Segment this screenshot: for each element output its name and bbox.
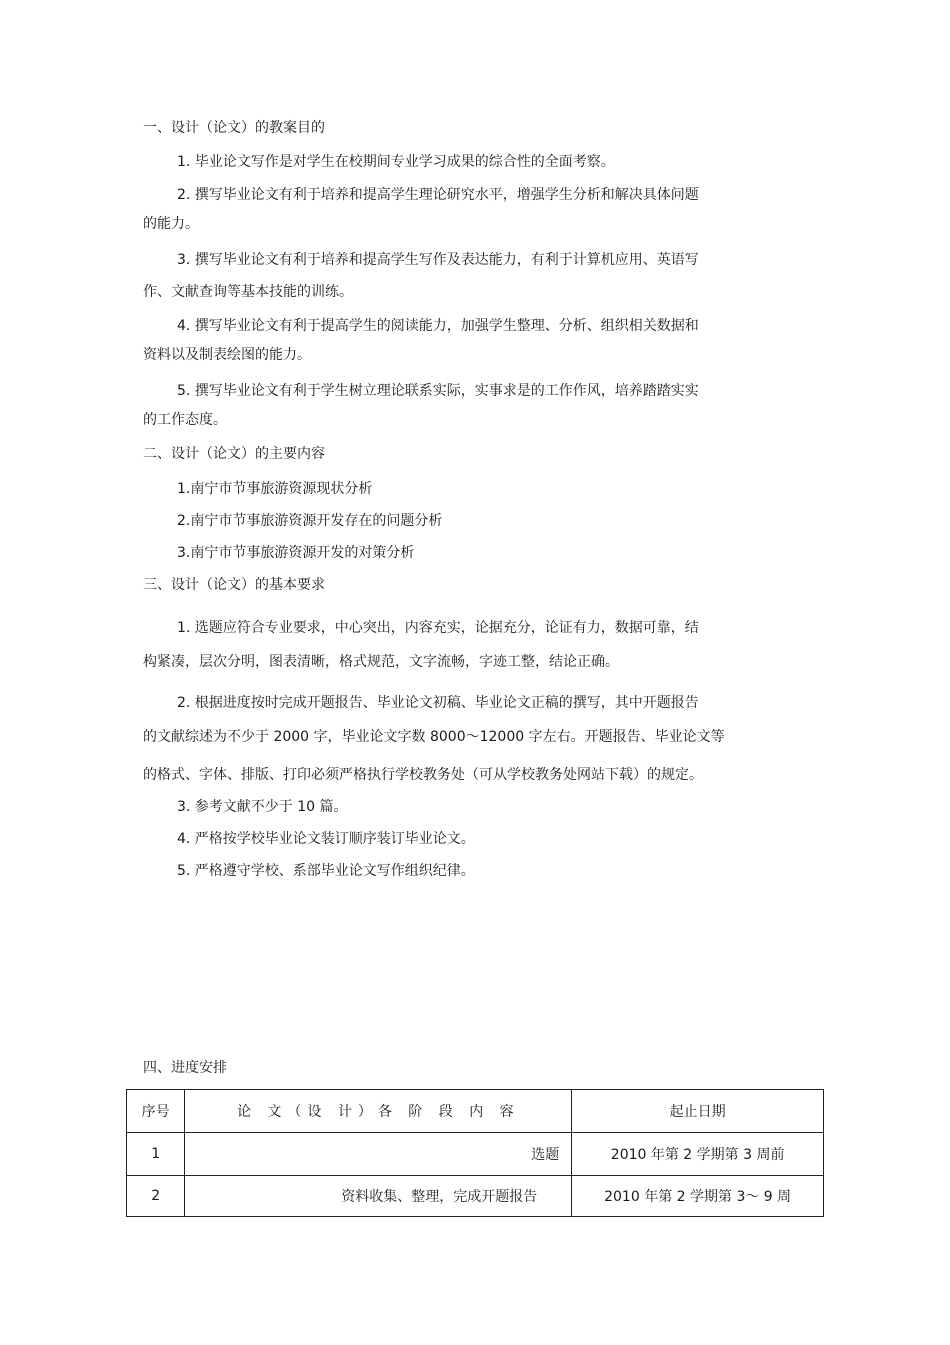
section2-heading: 二、设计（论文）的主要内容 (143, 446, 325, 462)
table-row (127, 1133, 824, 1176)
table-row (127, 1176, 824, 1217)
section1-item-4: 4. 撰写毕业论文有利于提高学生的阅读能力，加强学生整理、分析、组织相关数据和 (177, 318, 699, 334)
schedule-table (126, 1089, 824, 1217)
section1-item-5: 5. 撰写毕业论文有利于学生树立理论联系实际，实事求是的工作作风，培养踏踏实实 (177, 383, 699, 399)
section4-heading: 四、进度安排 (143, 1060, 227, 1076)
section3-item-3: 3. 参考文献不少于 10 篇。 (177, 799, 348, 815)
row-dates: 2010 年第 2 学期第 3～ 9 周 (572, 1176, 824, 1217)
row-content: 资料收集、整理，完成开题报告 (185, 1176, 572, 1217)
table-header-row (127, 1090, 824, 1133)
section2-item-3: 3.南宁市节事旅游资源开发的对策分析 (177, 545, 415, 561)
row-index: 1 (127, 1133, 185, 1176)
section3-heading: 三、设计（论文）的基本要求 (143, 577, 325, 593)
section1-item-1: 1. 毕业论文写作是对学生在校期间专业学习成果的综合性的全面考察。 (177, 154, 615, 170)
section3-item-5: 5. 严格遵守学校、系部毕业论文写作组织纪律。 (177, 863, 475, 879)
section1-item-3-cont: 作、文献查询等基本技能的训练。 (143, 284, 353, 300)
section3-item-1-cont: 构紧凑，层次分明，图表清晰，格式规范，文字流畅，字迹工整，结论正确。 (143, 654, 619, 670)
row-content: 选题 (185, 1133, 572, 1176)
section1-item-3: 3. 撰写毕业论文有利于培养和提高学生写作及表达能力，有利于计算机应用、英语写 (177, 252, 699, 268)
header-index: 序号 (127, 1090, 185, 1133)
section3-item-2: 2. 根据进度按时完成开题报告、毕业论文初稿、毕业论文正稿的撰写，其中开题报告 (177, 695, 699, 711)
section2-item-1: 1.南宁市节事旅游资源现状分析 (177, 481, 373, 497)
section1-item-2: 2. 撰写毕业论文有利于培养和提高学生理论研究水平，增强学生分析和解决具体问题 (177, 187, 699, 203)
section1-item-5-cont: 的工作态度。 (143, 412, 227, 428)
section3-item-4: 4. 严格按学校毕业论文装订顺序装订毕业论文。 (177, 831, 475, 847)
header-dates: 起止日期 (572, 1090, 824, 1133)
section1-heading: 一、设计（论文）的教案目的 (143, 120, 325, 136)
section2-item-2: 2.南宁市节事旅游资源开发存在的问题分析 (177, 513, 443, 529)
section3-item-2-cont: 的文献综述为不少于 2000 字，毕业论文字数 8000～12000 字左右。开题报告、毕业论文等 (143, 729, 725, 745)
section3-item-1: 1. 选题应符合专业要求，中心突出，内容充实，论据充分，论证有力，数据可靠，结 (177, 620, 699, 636)
header-content: 论 文（设 计）各 阶 段 内 容 (185, 1090, 572, 1133)
row-index: 2 (127, 1176, 185, 1217)
section1-item-4-cont: 资料以及制表绘图的能力。 (143, 347, 311, 363)
section1-item-2-cont: 的能力。 (143, 216, 199, 232)
row-dates: 2010 年第 2 学期第 3 周前 (572, 1133, 824, 1176)
section3-item-2-cont2: 的格式、字体、排版、打印必须严格执行学校教务处（可从学校教务处网站下载）的规定。 (143, 767, 703, 783)
